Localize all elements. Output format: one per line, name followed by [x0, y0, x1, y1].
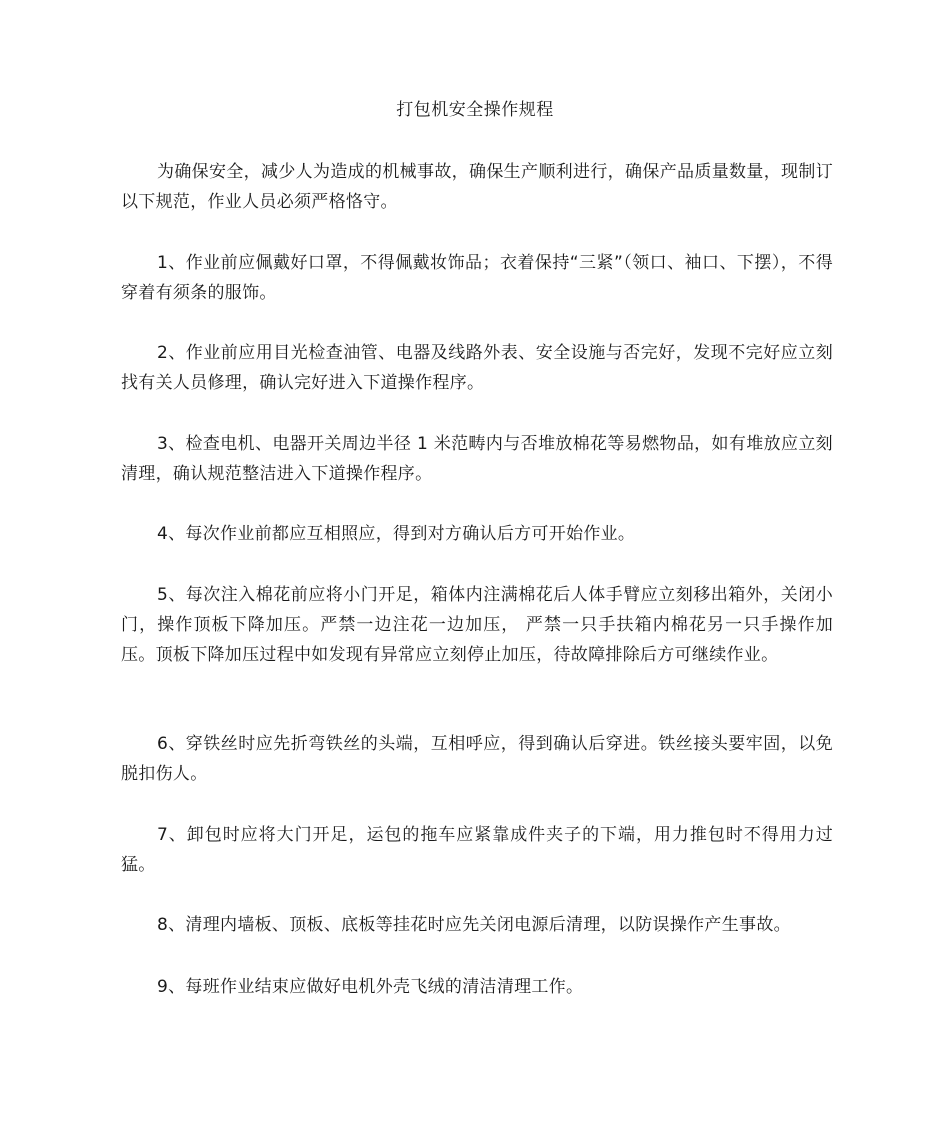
rule-1: 1、作业前应佩戴好口罩，不得佩戴妆饰品；衣着保持“三紧”（领口、袖口、下摆），不得穿着有须条的服饰。 [121, 253, 833, 303]
rule-9: 9、每班作业结束应做好电机外壳飞绒的清洁清理工作。 [157, 977, 584, 997]
rule-3: 3、检查电机、电器开关周边半径 1 米范畴内与否堆放棉花等易燃物品，如有堆放应立刻清理，确认规范整洁进入下道操作程序。 [121, 434, 833, 484]
rule-2: 2、作业前应用目光检查油管、电器及线路外表、安全设施与否完好，发现不完好应立刻找有关人员修理，确认完好进入下道操作程序。 [121, 343, 833, 393]
rule-7: 7、卸包时应将大门开足，运包的拖车应紧靠成件夹子的下端，用力推包时不得用力过猛。 [121, 825, 833, 875]
document-title: 打包机安全操作规程 [396, 100, 554, 120]
rule-6: 6、穿铁丝时应先折弯铁丝的头端，互相呼应，得到确认后穿进。铁丝接头要牢固，以免脱扣伤人。 [121, 734, 833, 784]
rule-8: 8、清理内墙板、顶板、底板等挂花时应先关闭电源后清理，以防误操作产生事故。 [157, 915, 791, 935]
rule-4: 4、每次作业前都应互相照应，得到对方确认后方可开始作业。 [157, 524, 636, 544]
intro-paragraph: 为确保安全，减少人为造成的机械事故，确保生产顺利进行，确保产品质量数量，现制订以下规范，作业人员必须严格恪守。 [121, 162, 833, 212]
rule-5: 5、每次注入棉花前应将小门开足，箱体内注满棉花后人体手臂应立刻移出箱外，关闭小门，操作顶板下降加压。严禁一边注花一边加压， 严禁一只手扶箱内棉花另一只手操作加压。顶板下降加压过程中如发现有异常应立刻停止加压，待故障排除后方可继续作业。 [121, 585, 833, 665]
